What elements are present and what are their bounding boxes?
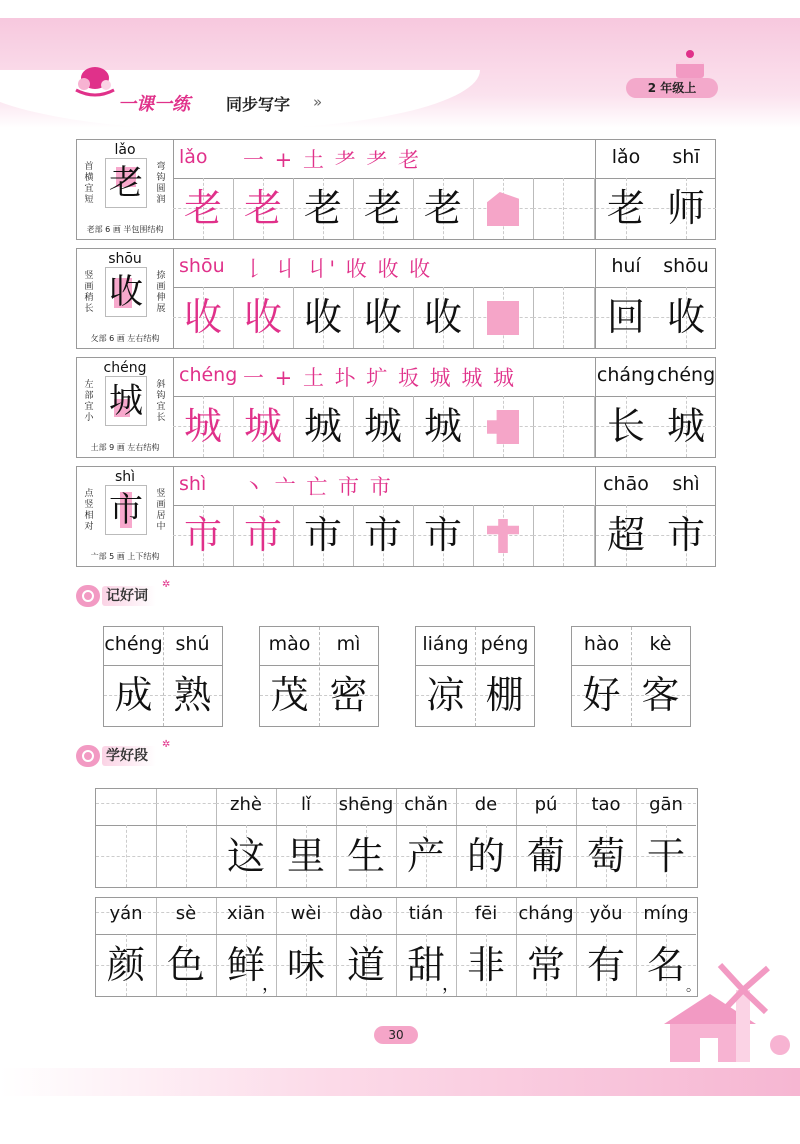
passage-char: 名 <box>646 943 685 987</box>
passage-pinyin: pú <box>534 794 558 815</box>
passage-char: 葡 <box>526 834 565 878</box>
radical-info: 土部 9 画 左右结构 <box>90 443 160 452</box>
writing-tip-left: 竖画稍长 <box>84 271 94 314</box>
word-char: 师 <box>666 186 705 230</box>
passage-pinyin: chǎn <box>404 794 448 815</box>
pinyin-pink: lǎo <box>179 146 208 168</box>
passage-cell <box>336 789 397 887</box>
passage-char: 颜 <box>106 943 145 987</box>
word-cell <box>656 287 716 348</box>
word-cell <box>596 178 656 239</box>
passage-pinyin: tián <box>408 903 444 924</box>
grade-badge: 2 年级上 <box>626 78 718 98</box>
writing-tip-right: 斜钩宜长 <box>156 380 166 423</box>
model-char: 老 <box>109 163 143 203</box>
passage-cell <box>516 898 577 996</box>
stroke-order-bar <box>173 358 595 397</box>
practice-char: 市 <box>423 513 462 557</box>
pinyin-pink: chéng <box>179 364 238 386</box>
passage-char: 甜 <box>406 943 445 987</box>
good-word <box>415 626 535 727</box>
blank-writing-cell[interactable] <box>533 396 595 457</box>
practice-char: 收 <box>303 295 342 339</box>
practice-row <box>76 139 716 240</box>
practice-row <box>76 466 716 567</box>
passage-char: 这 <box>226 834 265 878</box>
word-cell <box>596 396 656 457</box>
page-title: 同步写字 <box>226 95 291 114</box>
model-char-box <box>105 485 147 535</box>
word-cell <box>572 665 631 726</box>
practice-char: 收 <box>183 295 222 339</box>
cake-icon <box>670 48 710 80</box>
passage-pinyin: wèi <box>290 903 322 924</box>
passage-char: 常 <box>526 943 565 987</box>
practice-row <box>76 248 716 349</box>
passage-pinyin: de <box>474 794 498 815</box>
passage-cell <box>276 789 337 887</box>
practice-cell <box>353 287 414 348</box>
passage-char: 鲜 <box>226 943 265 987</box>
passage-cell <box>456 789 517 887</box>
blank-writing-cell[interactable] <box>533 505 595 566</box>
trace-shape <box>487 519 519 553</box>
pinyin-pink: shì <box>179 473 207 495</box>
word-cell <box>475 665 534 726</box>
word-cell <box>596 287 656 348</box>
word-cell <box>656 178 716 239</box>
word-char: 回 <box>606 295 645 339</box>
stroke-order: 𠄌 丩 丩' 收 收 收 <box>243 257 433 281</box>
passage-pinyin: fēi <box>474 903 498 924</box>
passage-cell <box>276 898 337 996</box>
practice-char: 老 <box>243 186 282 230</box>
bell-icon <box>76 585 100 607</box>
passage-pinyin: zhè <box>230 794 262 815</box>
word-pinyin: mì <box>336 633 361 655</box>
practice-cell <box>173 396 234 457</box>
practice-cell <box>413 396 474 457</box>
radical-info: 老部 6 画 半包围结构 <box>86 225 164 234</box>
practice-row <box>76 357 716 458</box>
word-pinyin: liáng <box>422 633 469 655</box>
clock-icon <box>76 745 100 767</box>
passage-char: 色 <box>166 943 205 987</box>
passage-pinyin: xiān <box>226 903 266 924</box>
practice-char: 城 <box>363 404 402 448</box>
word-char: 客 <box>641 673 680 717</box>
passage-char <box>156 825 216 887</box>
practice-cell <box>413 505 474 566</box>
passage-cell <box>336 898 397 996</box>
word-cell <box>319 665 378 726</box>
passage-char: 干 <box>646 834 685 878</box>
word-pinyin: shōu <box>663 255 709 277</box>
practice-cell <box>173 287 234 348</box>
passage-char <box>96 825 156 887</box>
model-pinyin: shōu <box>108 251 142 267</box>
chevrons-icon: » <box>313 93 323 111</box>
sparkle-icon: ✲ <box>162 739 171 750</box>
word-pinyin: péng <box>480 633 529 655</box>
period: 。 <box>686 979 700 995</box>
passage-cell <box>636 789 697 887</box>
word-char: 熟 <box>173 673 212 717</box>
practice-cell <box>293 287 354 348</box>
word-char: 老 <box>606 186 645 230</box>
passage-pinyin: yán <box>109 903 143 924</box>
passage-cell <box>516 789 577 887</box>
passage-line-2 <box>95 897 698 997</box>
word-char: 好 <box>582 673 621 717</box>
model-cell <box>77 358 174 457</box>
pinyin-pink: shōu <box>179 255 225 277</box>
good-word <box>103 626 223 727</box>
writing-tip-right: 捺画伸展 <box>156 271 166 314</box>
model-pinyin: shì <box>114 469 136 485</box>
practice-cell <box>233 396 294 457</box>
word-pinyin: shì <box>672 473 700 495</box>
good-word <box>259 626 379 727</box>
practice-char: 收 <box>243 295 282 339</box>
practice-char: 城 <box>183 404 222 448</box>
practice-cell <box>233 505 294 566</box>
practice-cell <box>173 505 234 566</box>
word-cell <box>656 396 716 457</box>
model-cell <box>77 467 174 566</box>
word-cell <box>631 665 690 726</box>
passage-cell <box>96 898 157 996</box>
passage-cell <box>576 898 637 996</box>
practice-char: 城 <box>303 404 342 448</box>
practice-char: 城 <box>423 404 462 448</box>
comma: ， <box>262 974 280 995</box>
blank-writing-cell[interactable] <box>473 505 534 566</box>
model-pinyin: lǎo <box>114 142 136 158</box>
trace-shape <box>487 410 519 444</box>
practice-char: 市 <box>303 513 342 557</box>
mascot-icon <box>72 60 118 98</box>
passage-char: 道 <box>346 943 385 987</box>
passage-cell <box>96 789 157 887</box>
word-example <box>595 467 716 566</box>
word-pinyin: chāo <box>603 473 649 495</box>
word-cell <box>260 665 319 726</box>
word-char: 凉 <box>426 673 465 717</box>
word-char: 超 <box>606 513 645 557</box>
writing-tip-right: 弯钩圆润 <box>156 162 166 205</box>
series-logo: 一课一练 <box>118 94 190 115</box>
practice-char: 收 <box>363 295 402 339</box>
word-pinyin: shú <box>175 633 210 655</box>
word-pinyin: mào <box>268 633 311 655</box>
writing-tip-left: 点竖相对 <box>84 489 94 532</box>
word-pinyin: chéng <box>104 633 163 655</box>
passage-pinyin: gān <box>649 794 683 815</box>
good-words-label: 记好词 <box>102 586 156 606</box>
word-pinyin-bar <box>596 140 716 179</box>
radical-info: 亠部 5 画 上下结构 <box>90 552 160 561</box>
passage-char: 萄 <box>586 834 625 878</box>
passage-pinyin: tao <box>591 794 621 815</box>
model-char-box <box>105 376 147 426</box>
practice-cell <box>413 287 474 348</box>
word-cell <box>163 665 222 726</box>
word-example <box>595 249 716 348</box>
comma: ， <box>442 974 460 995</box>
writing-tip-right: 竖画居中 <box>156 489 166 532</box>
blank-writing-cell[interactable] <box>533 287 595 348</box>
passage-char: 生 <box>346 834 385 878</box>
practice-cell <box>293 505 354 566</box>
practice-char: 市 <box>183 513 222 557</box>
model-char-box <box>105 158 147 208</box>
passage-cell <box>216 789 277 887</box>
word-char: 城 <box>666 404 705 448</box>
page-number: 30 <box>374 1026 418 1044</box>
word-pinyin: chéng <box>656 364 716 386</box>
practice-char: 老 <box>423 186 462 230</box>
word-char: 棚 <box>485 673 524 717</box>
word-pinyin: cháng <box>596 364 656 386</box>
word-cell <box>104 665 163 726</box>
word-pinyin: shī <box>672 146 700 168</box>
word-cell <box>416 665 475 726</box>
passage-char: 的 <box>466 834 505 878</box>
blank-writing-cell[interactable] <box>473 178 534 239</box>
stroke-order-bar <box>173 140 595 179</box>
word-pinyin: lǎo <box>611 146 641 168</box>
practice-cell <box>413 178 474 239</box>
word-char: 市 <box>666 513 705 557</box>
footer-band <box>0 1068 800 1096</box>
word-pinyin: hào <box>583 633 620 655</box>
practice-char: 收 <box>423 295 462 339</box>
model-char-box <box>105 267 147 317</box>
word-pinyin-bar <box>596 249 716 288</box>
word-char: 密 <box>329 673 368 717</box>
sparkle-icon: ✲ <box>162 579 171 590</box>
passage-cell <box>456 898 517 996</box>
stroke-order: 丶 亠 亡 市 市 <box>243 475 393 499</box>
practice-cell <box>353 396 414 457</box>
passage-pinyin: sè <box>175 903 197 924</box>
passage-cell <box>396 789 457 887</box>
word-example <box>595 358 716 457</box>
practice-char: 市 <box>243 513 282 557</box>
model-char: 收 <box>109 272 143 312</box>
practice-cell <box>353 505 414 566</box>
word-char: 茂 <box>270 673 309 717</box>
blank-writing-cell[interactable] <box>473 396 534 457</box>
stroke-order: 一 + 土 圤 圹 坂 城 城 城 <box>243 366 516 390</box>
model-char: 城 <box>109 381 143 421</box>
word-char: 长 <box>606 404 645 448</box>
stroke-order: 一 + 土 耂 耂 老 <box>243 148 421 172</box>
word-char: 收 <box>666 295 705 339</box>
passage-line-1 <box>95 788 698 888</box>
practice-cell <box>353 178 414 239</box>
passage-cell <box>156 898 217 996</box>
model-char: 市 <box>109 490 143 530</box>
good-passage-label: 学好段 <box>102 746 156 766</box>
word-pinyin: kè <box>649 633 672 655</box>
practice-char: 城 <box>243 404 282 448</box>
good-word <box>571 626 691 727</box>
passage-pinyin: dào <box>349 903 383 924</box>
passage-pinyin: yǒu <box>589 903 623 924</box>
passage-char: 味 <box>286 943 325 987</box>
practice-cell <box>233 287 294 348</box>
writing-tip-left: 左部宜小 <box>84 380 94 423</box>
passage-cell <box>576 789 637 887</box>
passage-pinyin: lǐ <box>300 794 311 815</box>
passage-char: 非 <box>466 943 505 987</box>
word-example <box>595 140 716 239</box>
practice-char: 老 <box>363 186 402 230</box>
passage-char: 里 <box>286 834 325 878</box>
practice-char: 老 <box>183 186 222 230</box>
radical-info: 攵部 6 画 左右结构 <box>90 334 160 343</box>
word-pinyin-bar <box>596 358 716 397</box>
passage-pinyin: míng <box>643 903 689 924</box>
trace-shape <box>487 301 519 335</box>
blank-writing-cell[interactable] <box>533 178 595 239</box>
practice-cell <box>233 178 294 239</box>
stroke-order-bar <box>173 467 595 506</box>
practice-char: 市 <box>363 513 402 557</box>
blank-writing-cell[interactable] <box>473 287 534 348</box>
word-char: 成 <box>114 673 153 717</box>
passage-char: 有 <box>586 943 625 987</box>
practice-cell <box>293 178 354 239</box>
passage-char: 产 <box>406 834 445 878</box>
trace-shape <box>487 192 519 226</box>
passage-cell <box>156 789 217 887</box>
windmill-house-illustration <box>640 960 790 1070</box>
stroke-order-bar <box>173 249 595 288</box>
model-pinyin: chéng <box>103 360 147 376</box>
writing-tip-left: 首横宜短 <box>84 162 94 205</box>
word-cell <box>596 505 656 566</box>
practice-char: 老 <box>303 186 342 230</box>
passage-pinyin: shēng <box>338 794 394 815</box>
word-cell <box>656 505 716 566</box>
practice-cell <box>293 396 354 457</box>
passage-pinyin: cháng <box>518 903 574 924</box>
word-pinyin: huí <box>611 255 641 277</box>
practice-cell <box>173 178 234 239</box>
model-cell <box>77 249 174 348</box>
model-cell <box>77 140 174 239</box>
word-pinyin-bar <box>596 467 716 506</box>
